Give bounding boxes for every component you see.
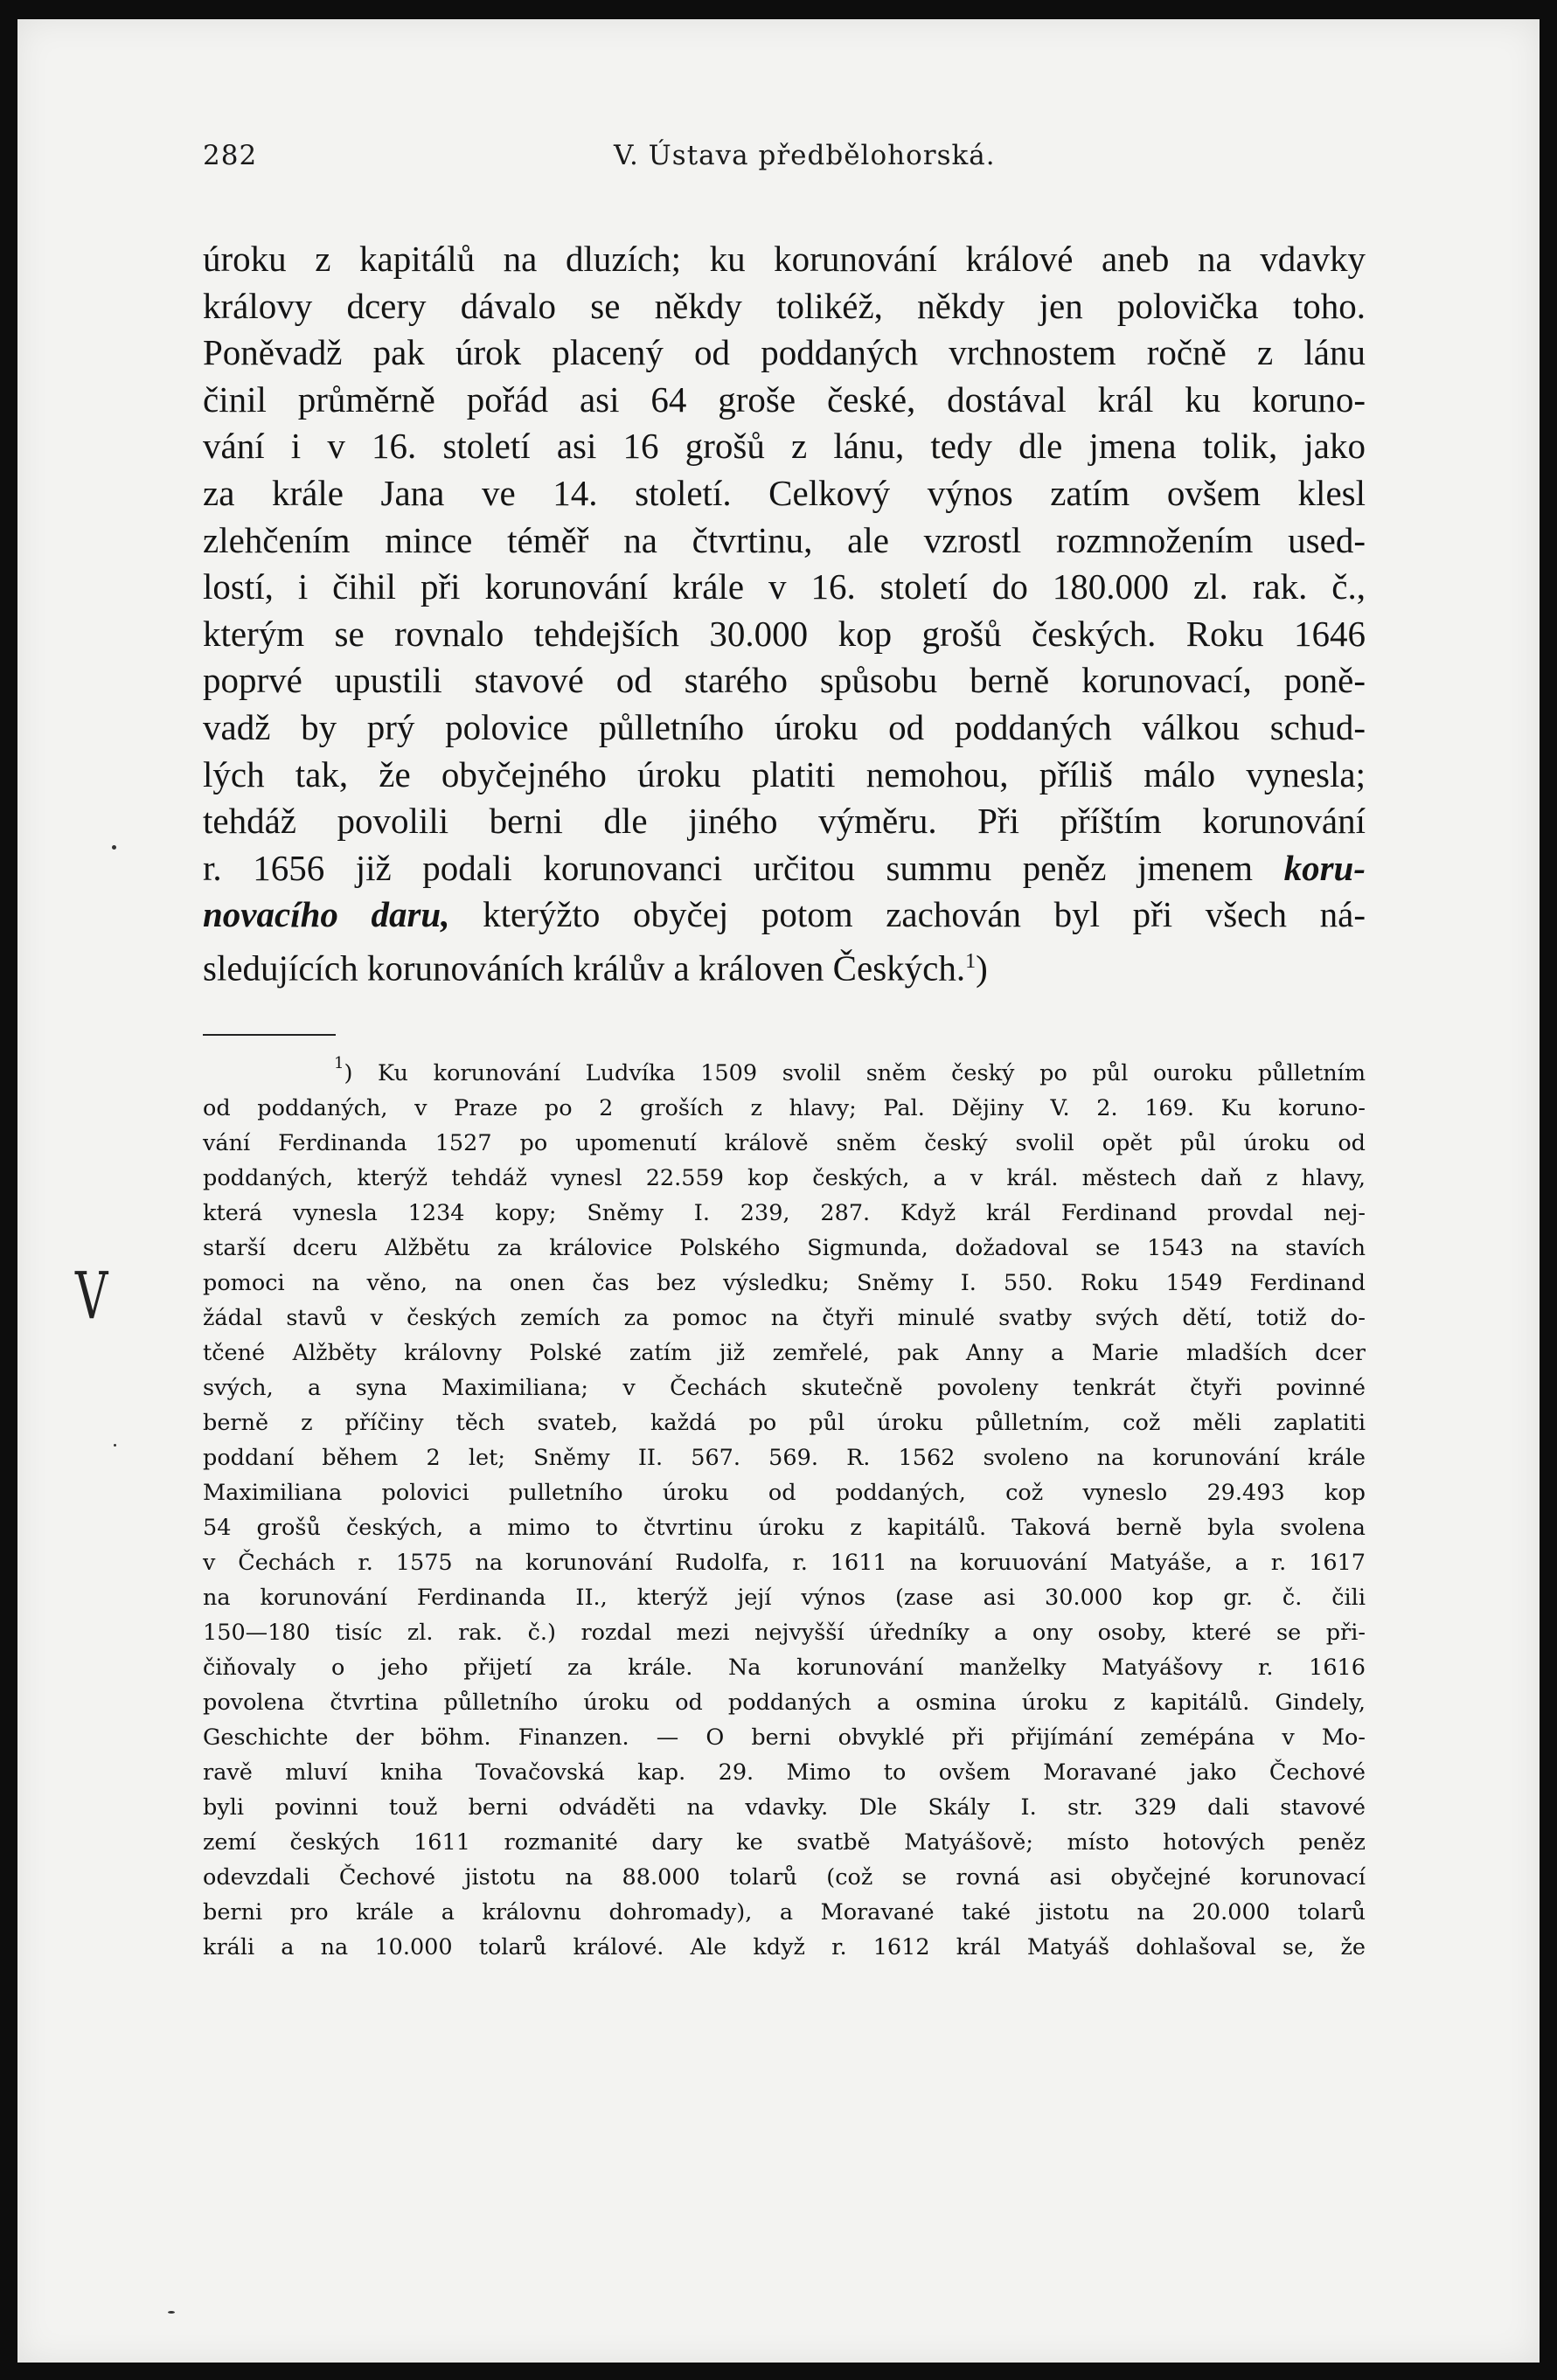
body-line: Poněvadž pak úrok placený od poddaných vrchnostem ročně z lánu	[203, 332, 1366, 373]
body-line: lostí, i čihil při korunování krále v 16. století do 180.000 zl. rak. č.,	[203, 566, 1366, 607]
footnote-line-text: ) Ku korunování Ludvíka 1509 svolil sněm český po půl ouroku půlletním	[344, 1060, 1366, 1086]
footnote-line: svých, a syna Maximiliana; v Čechách skutečně povoleny tenkrát čtyři povinné	[203, 1375, 1366, 1401]
footnote	[203, 1056, 1366, 1965]
page-number: 282	[203, 140, 258, 171]
italic-term: novacího daru,	[203, 894, 450, 935]
body-line: vání i v 16. století asi 16 grošů z lánu, tedy dle jmena tolik, jako	[203, 426, 1366, 467]
footnote-line	[203, 1056, 1366, 1091]
margin-pencil-mark: V	[75, 1259, 108, 1334]
page-header	[203, 140, 1366, 192]
footnote-line: žádal stavů v českých zemích za pomoc na čtyři minulé svatby svých dětí, totiž do-	[203, 1305, 1366, 1331]
footnote-line: v Čechách r. 1575 na korunování Rudolfa, r. 1611 na koruuování Matyáše, a r. 1617	[203, 1550, 1366, 1576]
body-line	[203, 892, 1366, 939]
footnote-line: odevzdali Čechové jistotu na 88.000 tolarů (což se rovná asi obyčejné korunovací	[203, 1864, 1366, 1891]
footnote-line: na korunování Ferdinanda II., kterýž její výnos (zase asi 30.000 kop gr. č. čili	[203, 1585, 1366, 1611]
footnote-line: berně z příčiny těch svateb, každá po půl úroku půlletním, což měli zaplatiti	[203, 1410, 1366, 1436]
body-line: kterým se rovnalo tehdejších 30.000 kop grošů českých. Roku 1646	[203, 613, 1366, 654]
footnote-line: ravě mluví kniha Tovačovská kap. 29. Mimo to ovšem Moravané jako Čechové	[203, 1759, 1366, 1786]
footnote-rule	[203, 1034, 336, 1036]
footnote-line: 150—180 tisíc zl. rak. č.) rozdal mezi nejvyšší úředníky a ony osoby, které se při-	[203, 1620, 1366, 1646]
footnote-line: zemí českých 1611 rozmanité dary ke svatbě Matyášově; místo hotových peněz	[203, 1829, 1366, 1856]
footnote-line: pomoci na věno, na onen čas bez výsledku; Sněmy I. 550. Roku 1549 Ferdinand	[203, 1270, 1366, 1296]
footnote-line: berni pro krále a královnu dohromady), a Moravané také jistotu na 20.000 tolarů	[203, 1899, 1366, 1926]
dust-speck	[114, 1444, 116, 1447]
body-line: za krále Jana ve 14. století. Celkový výnos zatím ovšem klesl	[203, 472, 1366, 513]
footnote-line: byli povinni touž berni odváděti na vdavky. Dle Skály I. str. 329 dali stavové	[203, 1794, 1366, 1821]
footnote-line: která vynesla 1234 kopy; Sněmy I. 239, 287. Když král Ferdinand provdal nej-	[203, 1200, 1366, 1226]
dust-speck	[112, 845, 116, 850]
body-line: úroku z kapitálů na dluzích; ku korunování králové aneb na vdavky	[203, 239, 1366, 279]
body-line-text: kterýžto obyčej potom zachován byl při všech ná-	[483, 894, 1366, 935]
body-line: tehdáž povolili berni dle jiného výměru. Při příštím korunování	[203, 801, 1366, 842]
footnote-line: králi a na 10.000 tolarů králové. Ale když r. 1612 král Matyáš dohlašoval se, že	[203, 1934, 1366, 1960]
footnote-line: poddaných, kterýž tehdáž vynesl 22.559 kop českých, a v král. městech daň z hlavy,	[203, 1165, 1366, 1191]
footnote-line: čiňovaly o jeho přijetí za krále. Na korunování manželky Matyášovy r. 1616	[203, 1655, 1366, 1681]
footnote-line: tčené Alžběty královny Polské zatím již zemřelé, pak Anny a Marie mladších dcer	[203, 1340, 1366, 1366]
dust-speck	[168, 2311, 175, 2314]
footnote-line: starší dceru Alžbětu za královice Polského Sigmunda, dožadoval se 1543 na stavích	[203, 1235, 1366, 1261]
body-line: poprvé upustili stavové od starého spůsobu berně korunovací, poně-	[203, 660, 1366, 701]
footnote-line: Geschichte der böhm. Finanzen. — O berni obvyklé při přijímání zemépána v Mo-	[203, 1724, 1366, 1751]
body-line: vadž by prý polovice půlletního úroku od poddaných válkou schud-	[203, 706, 1366, 747]
body-line: činil průměrně pořád asi 64 groše české, dostával král ku koruno-	[203, 378, 1366, 420]
body-line	[203, 939, 1366, 989]
footnote-line: 54 grošů českých, a mimo to čtvrtinu úroku z kapitálů. Taková berně byla svolena	[203, 1515, 1366, 1541]
body-line-text: sledujících korunováních králův a královen Českých.	[203, 947, 966, 989]
body-line: zlehčením mince téměř na čtvrtinu, ale vzrostl rozmnožením used-	[203, 519, 1366, 560]
body-line-text: r. 1656 již podali korunovanci určitou summu peněz jmenem	[203, 847, 1254, 888]
footnote-line: od poddaných, v Praze po 2 groších z hlavy; Pal. Dějiny V. 2. 169. Ku koruno-	[203, 1095, 1366, 1121]
footnote-line: Maximiliana polovici pulletního úroku od poddaných, což vyneslo 29.493 kop	[203, 1480, 1366, 1506]
body-line: královy dcery dávalo se někdy tolikéž, někdy jen polovička toho.	[203, 285, 1366, 326]
footnote-reference[interactable]: 1	[965, 949, 977, 973]
body-line	[203, 845, 1366, 892]
footnote-line: povolena čtvrtina půlletního úroku od poddaných a osmina úroku z kapitálů. Gindely,	[203, 1690, 1366, 1716]
italic-term: koru-	[1283, 847, 1366, 888]
body-text	[203, 236, 1366, 989]
footnote-line: poddaní během 2 let; Sněmy II. 567. 569. R. 1562 svoleno na korunování krále	[203, 1445, 1366, 1471]
footnote-marker: 1	[334, 1054, 344, 1072]
closing-paren: )	[976, 947, 988, 989]
footnote-line: vání Ferdinanda 1527 po upomenutí králově sněm český svolil opět půl úroku od	[203, 1130, 1366, 1156]
body-line: lých tak, že obyčejného úroku platiti nemohou, příliš málo vynesla;	[203, 753, 1366, 794]
running-head: V. Ústava předbělohorská.	[614, 140, 996, 171]
